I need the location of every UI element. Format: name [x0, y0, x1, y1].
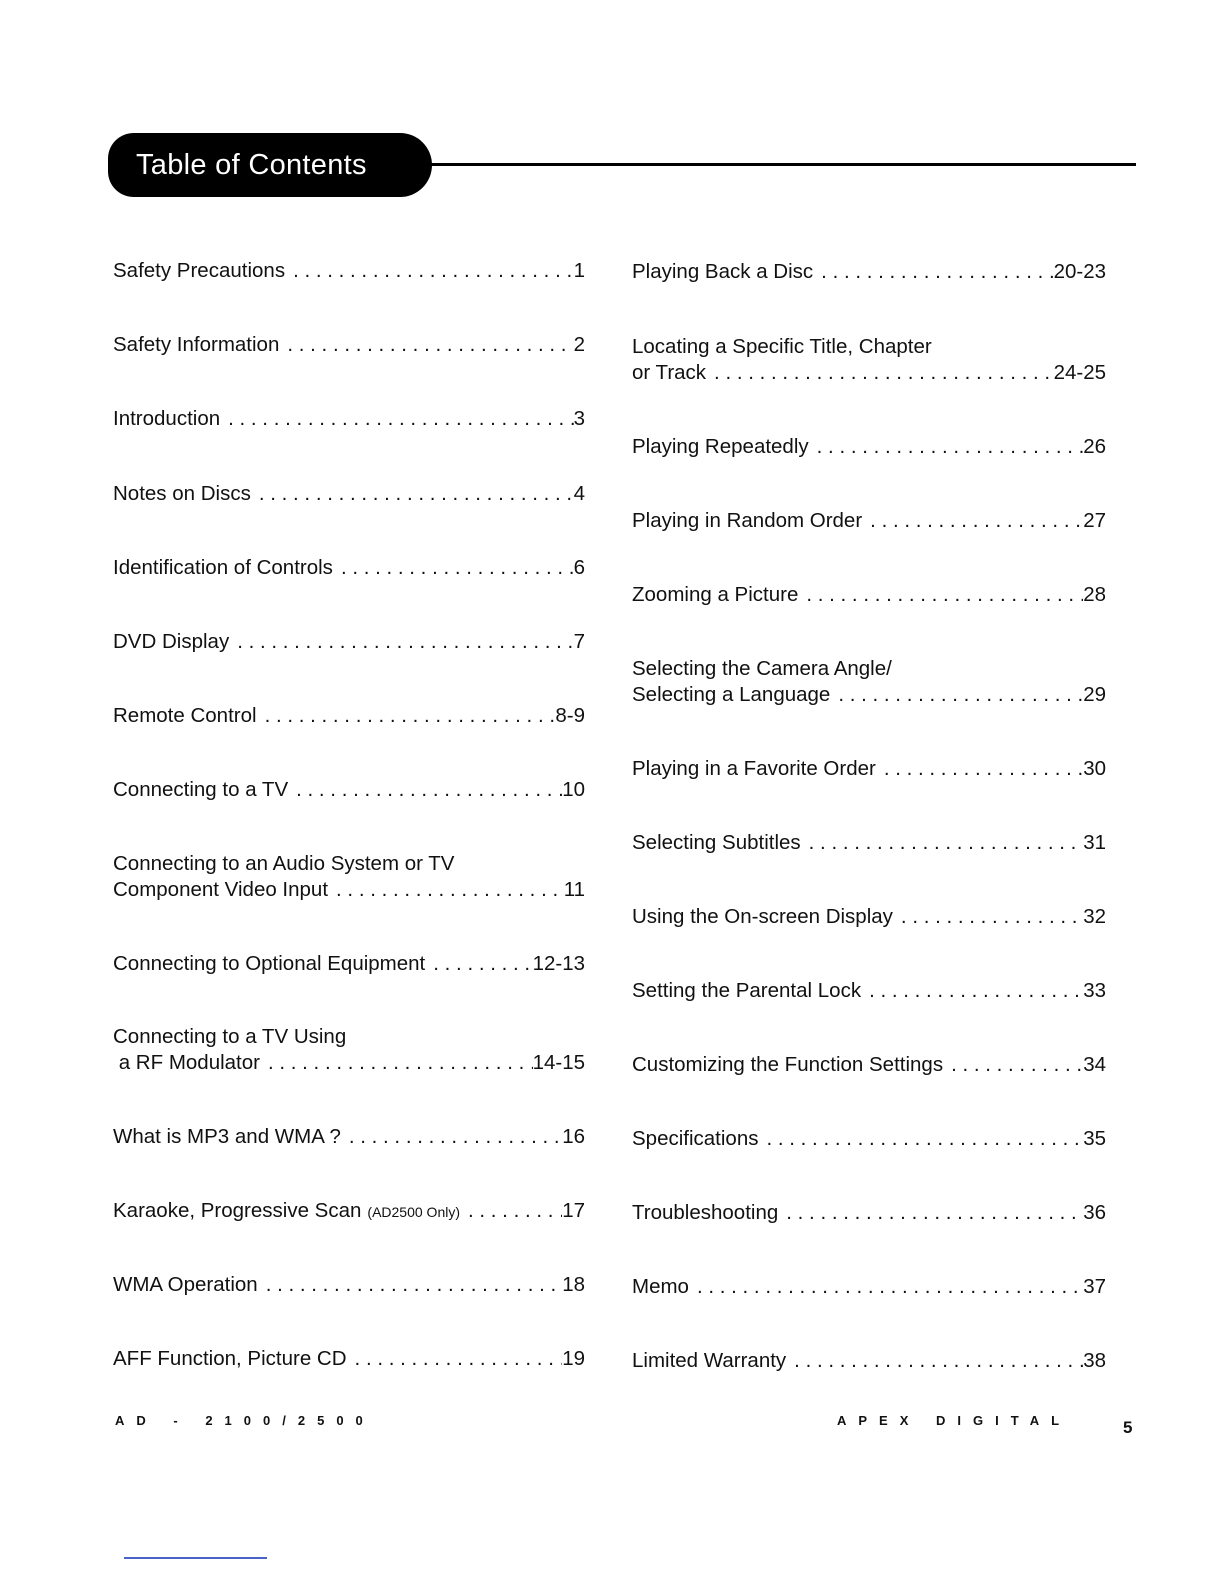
dot-leader: [220, 406, 573, 432]
dot-leader: [862, 508, 1083, 534]
dot-leader: [258, 1272, 562, 1298]
toc-entry-title: Troubleshooting: [632, 1201, 779, 1224]
toc-page-number: 33: [1083, 979, 1106, 1002]
dot-leader: [689, 1274, 1083, 1300]
toc-page-number: 2: [573, 333, 585, 356]
toc-page-number: 36: [1083, 1201, 1106, 1224]
dot-leader: [328, 877, 564, 903]
toc-entry-note: (AD2500 Only): [367, 1204, 460, 1220]
toc-entry-title: or Track: [632, 361, 707, 384]
bottom-rule: [124, 1557, 267, 1559]
toc-page-number: 38: [1083, 1349, 1106, 1372]
toc-entry-title: Connecting to Optional Equipment: [113, 952, 426, 975]
dot-leader: [830, 682, 1083, 708]
toc-entry-title: Selecting a Language: [632, 683, 831, 706]
dot-leader: [347, 1346, 563, 1372]
dot-leader: [786, 1348, 1083, 1374]
toc-entry: [632, 756, 1106, 782]
toc-page-number: 30: [1083, 757, 1106, 780]
dot-leader: [943, 1052, 1083, 1078]
toc-page-number: 24-25: [1053, 361, 1106, 384]
dot-leader: [801, 830, 1084, 856]
dot-leader: [893, 904, 1083, 930]
toc-entry: [632, 1274, 1106, 1300]
footer-brand: APEX DIGITAL: [837, 1413, 1072, 1428]
toc-entry: [632, 1126, 1106, 1152]
toc-entry-title: Locating a Specific Title, Chapter: [632, 335, 932, 358]
toc-entry-title: Introduction: [113, 407, 221, 430]
toc-entry-title: Specifications: [632, 1127, 759, 1150]
toc-page-number: 16: [562, 1125, 585, 1148]
dot-leader: [861, 978, 1083, 1004]
toc-entry: [632, 830, 1106, 856]
toc-entry: [113, 703, 585, 729]
toc-entry: [632, 1348, 1106, 1374]
toc-page-number: 35: [1083, 1127, 1106, 1150]
toc-page-number: 37: [1083, 1275, 1106, 1298]
toc-page-number: 20-23: [1053, 260, 1106, 283]
dot-leader: [285, 258, 574, 284]
toc-page-number: 6: [573, 556, 585, 579]
toc-entry-title: Connecting to a TV: [113, 778, 289, 801]
toc-page-number: 11: [563, 878, 585, 901]
toc-entry: [632, 1200, 1106, 1226]
toc-page-number: 31: [1083, 831, 1106, 854]
toc-entry: [632, 434, 1106, 460]
toc-entry: [113, 1124, 585, 1150]
toc-entry-title: What is MP3 and WMA ?: [113, 1125, 341, 1148]
toc-entry: [113, 332, 585, 358]
dot-leader: [333, 555, 574, 581]
header-rule: [420, 163, 1136, 166]
toc-entry-title: Setting the Parental Lock: [632, 979, 862, 1002]
toc-entry: [632, 904, 1106, 930]
toc-entry-title: Limited Warranty: [632, 1349, 787, 1372]
toc-entry-title: Identification of Controls: [113, 556, 333, 579]
dot-leader: [813, 259, 1053, 285]
toc-page-number: 14-15: [532, 1051, 585, 1074]
toc-entry: [113, 406, 585, 432]
toc-entry-title: Notes on Discs: [113, 482, 251, 505]
toc-entry-title: Selecting the Camera Angle/: [632, 657, 892, 680]
toc-entry: [113, 1272, 585, 1298]
dot-leader: [288, 777, 562, 803]
toc-entry: [632, 334, 1106, 386]
toc-page-number: 3: [573, 407, 585, 430]
toc-page-number: 34: [1083, 1053, 1106, 1076]
toc-entry: [113, 951, 585, 977]
toc-entry-title: DVD Display: [113, 630, 230, 653]
toc-entry-title: Component Video Input: [113, 878, 329, 901]
dot-leader: [257, 703, 556, 729]
toc-entry-title: Connecting to an Audio System or TV: [113, 852, 455, 875]
toc-page-number: 10: [562, 778, 585, 801]
dot-leader: [251, 481, 574, 507]
toc-entry-title: Selecting Subtitles: [632, 831, 801, 854]
toc-entry: [113, 1024, 585, 1076]
toc-page-number: 7: [573, 630, 585, 653]
toc-entry-title: Using the On-screen Display: [632, 905, 893, 928]
dot-leader: [279, 332, 573, 358]
footer-model: AD - 2100/2500: [115, 1413, 375, 1428]
dot-leader: [809, 434, 1084, 460]
toc-entry-title: Playing in a Favorite Order: [632, 757, 876, 780]
toc-page-number: 32: [1083, 905, 1106, 928]
dot-leader: [876, 756, 1083, 782]
toc-entry-title: WMA Operation: [113, 1273, 258, 1296]
toc-entry: [632, 259, 1106, 285]
toc-page-number: 19: [562, 1347, 585, 1370]
toc-entry: [113, 1346, 585, 1372]
toc-entry: [113, 555, 585, 581]
toc-entry-title: Playing in Random Order: [632, 509, 863, 532]
dot-leader: [798, 582, 1083, 608]
page-number: 5: [1123, 1418, 1133, 1437]
toc-entry-title: AFF Function, Picture CD: [113, 1347, 347, 1370]
toc-page-number: 26: [1083, 435, 1106, 458]
toc-entry-title: Safety Information: [113, 333, 280, 356]
toc-entry-title: Memo: [632, 1275, 689, 1298]
toc-page-number: 8-9: [555, 704, 585, 727]
toc-entry: [632, 582, 1106, 608]
dot-leader: [260, 1050, 533, 1076]
toc-entry-title: Safety Precautions: [113, 259, 286, 282]
toc-entry: [113, 1198, 585, 1225]
toc-entry-title: Playing Repeatedly: [632, 435, 809, 458]
toc-header: [108, 133, 432, 197]
toc-page-number: 1: [573, 259, 585, 282]
dot-leader: [460, 1198, 562, 1224]
toc-page-number: 17: [562, 1199, 585, 1222]
toc-entry: [632, 978, 1106, 1004]
toc-entry-title: a RF Modulator: [113, 1051, 260, 1074]
toc-entry-title: Playing Back a Disc: [632, 260, 814, 283]
dot-leader: [758, 1126, 1083, 1152]
dot-leader: [341, 1124, 562, 1150]
toc-entry-title: Zooming a Picture: [632, 583, 799, 606]
toc-entry: [632, 1052, 1106, 1078]
toc-page-number: 28: [1083, 583, 1106, 606]
dot-leader: [706, 360, 1054, 386]
toc-entry-title: Remote Control: [113, 704, 257, 727]
toc-page-number: 4: [573, 482, 585, 505]
toc-entry: [113, 481, 585, 507]
toc-entry-title: Connecting to a TV Using: [113, 1025, 347, 1048]
toc-entry-title: Customizing the Function Settings: [632, 1053, 944, 1076]
dot-leader: [778, 1200, 1083, 1226]
toc-page-number: 29: [1083, 683, 1106, 706]
toc-page-number: 27: [1083, 509, 1106, 532]
toc-entry: [113, 851, 585, 903]
page-title: Table of Contents: [136, 149, 367, 181]
toc-entry: [113, 777, 585, 803]
toc-entry: [113, 258, 585, 284]
toc-page-number: 12-13: [532, 952, 585, 975]
toc-page-number: 18: [562, 1273, 585, 1296]
toc-entry-title: Karaoke, Progressive Scan: [113, 1199, 362, 1222]
toc-entry: [632, 656, 1106, 708]
dot-leader: [229, 629, 573, 655]
dot-leader: [425, 951, 532, 977]
toc-entry: [632, 508, 1106, 534]
toc-entry: [113, 629, 585, 655]
